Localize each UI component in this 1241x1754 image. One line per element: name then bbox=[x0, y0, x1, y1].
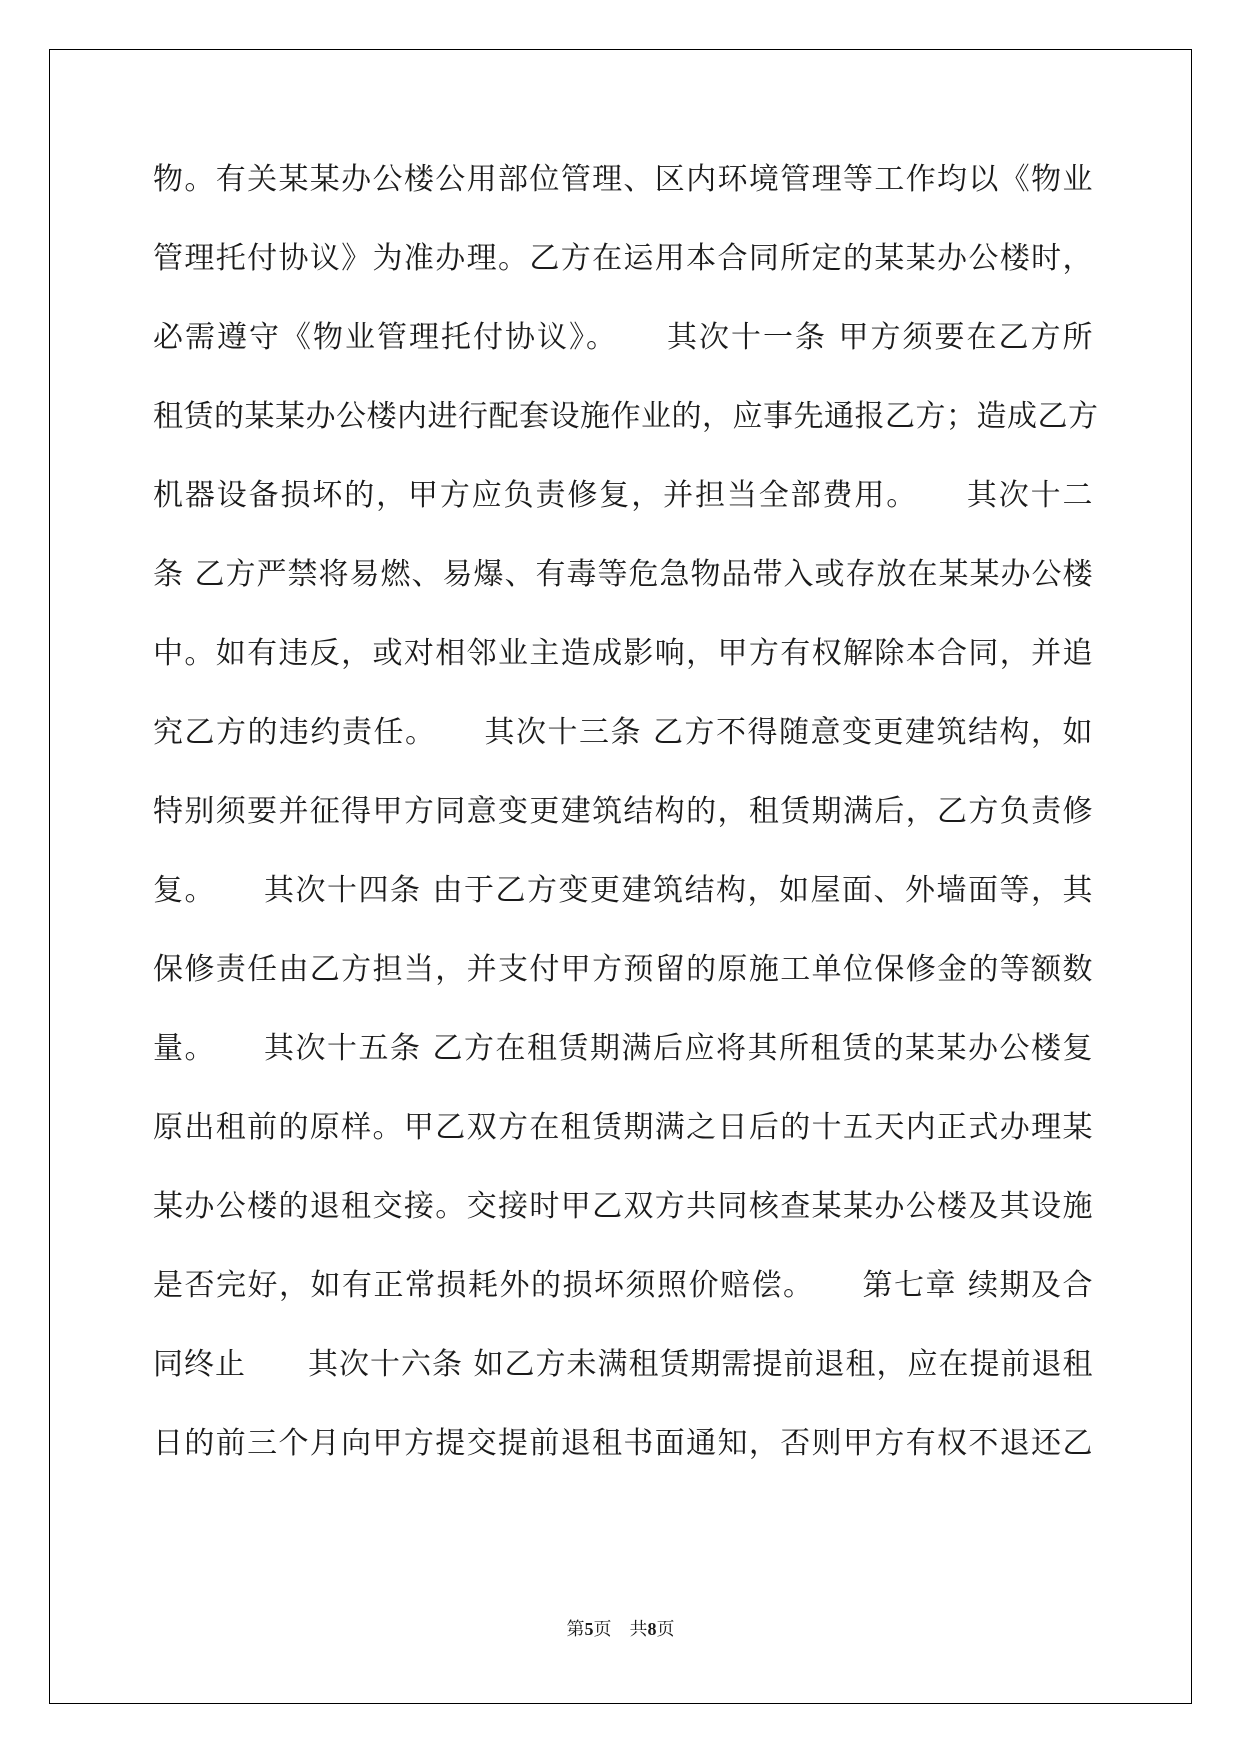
text-line: 是否完好，如有正常损耗外的损坏须照价赔偿。 第七章 续期及合 bbox=[153, 1268, 1093, 1303]
text-line: 量。 其次十五条 乙方在租赁期满后应将其所租赁的某某办公楼复 bbox=[153, 1031, 1093, 1066]
page-prefix: 第 bbox=[566, 1619, 585, 1639]
page-footer bbox=[0, 1619, 1241, 1639]
text-line: 中。如有违反，或对相邻业主造成影响，甲方有权解除本合同，并追 bbox=[153, 636, 1093, 671]
text-line: 物。有关某某办公楼公用部位管理、区内环境管理等工作均以《物业 bbox=[153, 162, 1093, 197]
text-line: 日的前三个月向甲方提交提前退租书面通知，否则甲方有权不退还乙 bbox=[153, 1426, 1093, 1461]
page-number: 5 bbox=[584, 1619, 594, 1639]
text-line: 租赁的某某办公楼内进行配套设施作业的，应事先通报乙方；造成乙方 bbox=[153, 399, 1099, 434]
text-line: 同终止 其次十六条 如乙方未满租赁期需提前退租，应在提前退租 bbox=[153, 1347, 1093, 1382]
page-suffix: 页 bbox=[593, 1619, 612, 1639]
text-line: 复。 其次十四条 由于乙方变更建筑结构，如屋面、外墙面等，其 bbox=[153, 873, 1093, 908]
text-line: 特别须要并征得甲方同意变更建筑结构的，租赁期满后，乙方负责修 bbox=[153, 794, 1093, 829]
text-line: 机器设备损坏的，甲方应负责修复，并担当全部费用。 其次十二 bbox=[153, 478, 1093, 513]
document-body bbox=[153, 162, 1099, 1508]
text-line: 某办公楼的退租交接。交接时甲乙双方共同核查某某办公楼及其设施 bbox=[153, 1189, 1093, 1224]
total-pages: 8 bbox=[647, 1619, 657, 1639]
text-line: 必需遵守《物业管理托付协议》。 其次十一条 甲方须要在乙方所 bbox=[153, 320, 1093, 355]
text-line: 管理托付协议》为准办理。乙方在运用本合同所定的某某办公楼时， bbox=[153, 241, 1093, 276]
text-line: 保修责任由乙方担当，并支付甲方预留的原施工单位保修金的等额数 bbox=[153, 952, 1093, 987]
total-suffix: 页 bbox=[656, 1619, 675, 1639]
total-prefix: 共 bbox=[629, 1619, 648, 1639]
text-line: 条 乙方严禁将易燃、易爆、有毒等危急物品带入或存放在某某办公楼 bbox=[153, 557, 1093, 592]
text-line: 原出租前的原样。甲乙双方在租赁期满之日后的十五天内正式办理某 bbox=[153, 1110, 1093, 1145]
text-line: 究乙方的违约责任。 其次十三条 乙方不得随意变更建筑结构，如 bbox=[153, 715, 1093, 750]
